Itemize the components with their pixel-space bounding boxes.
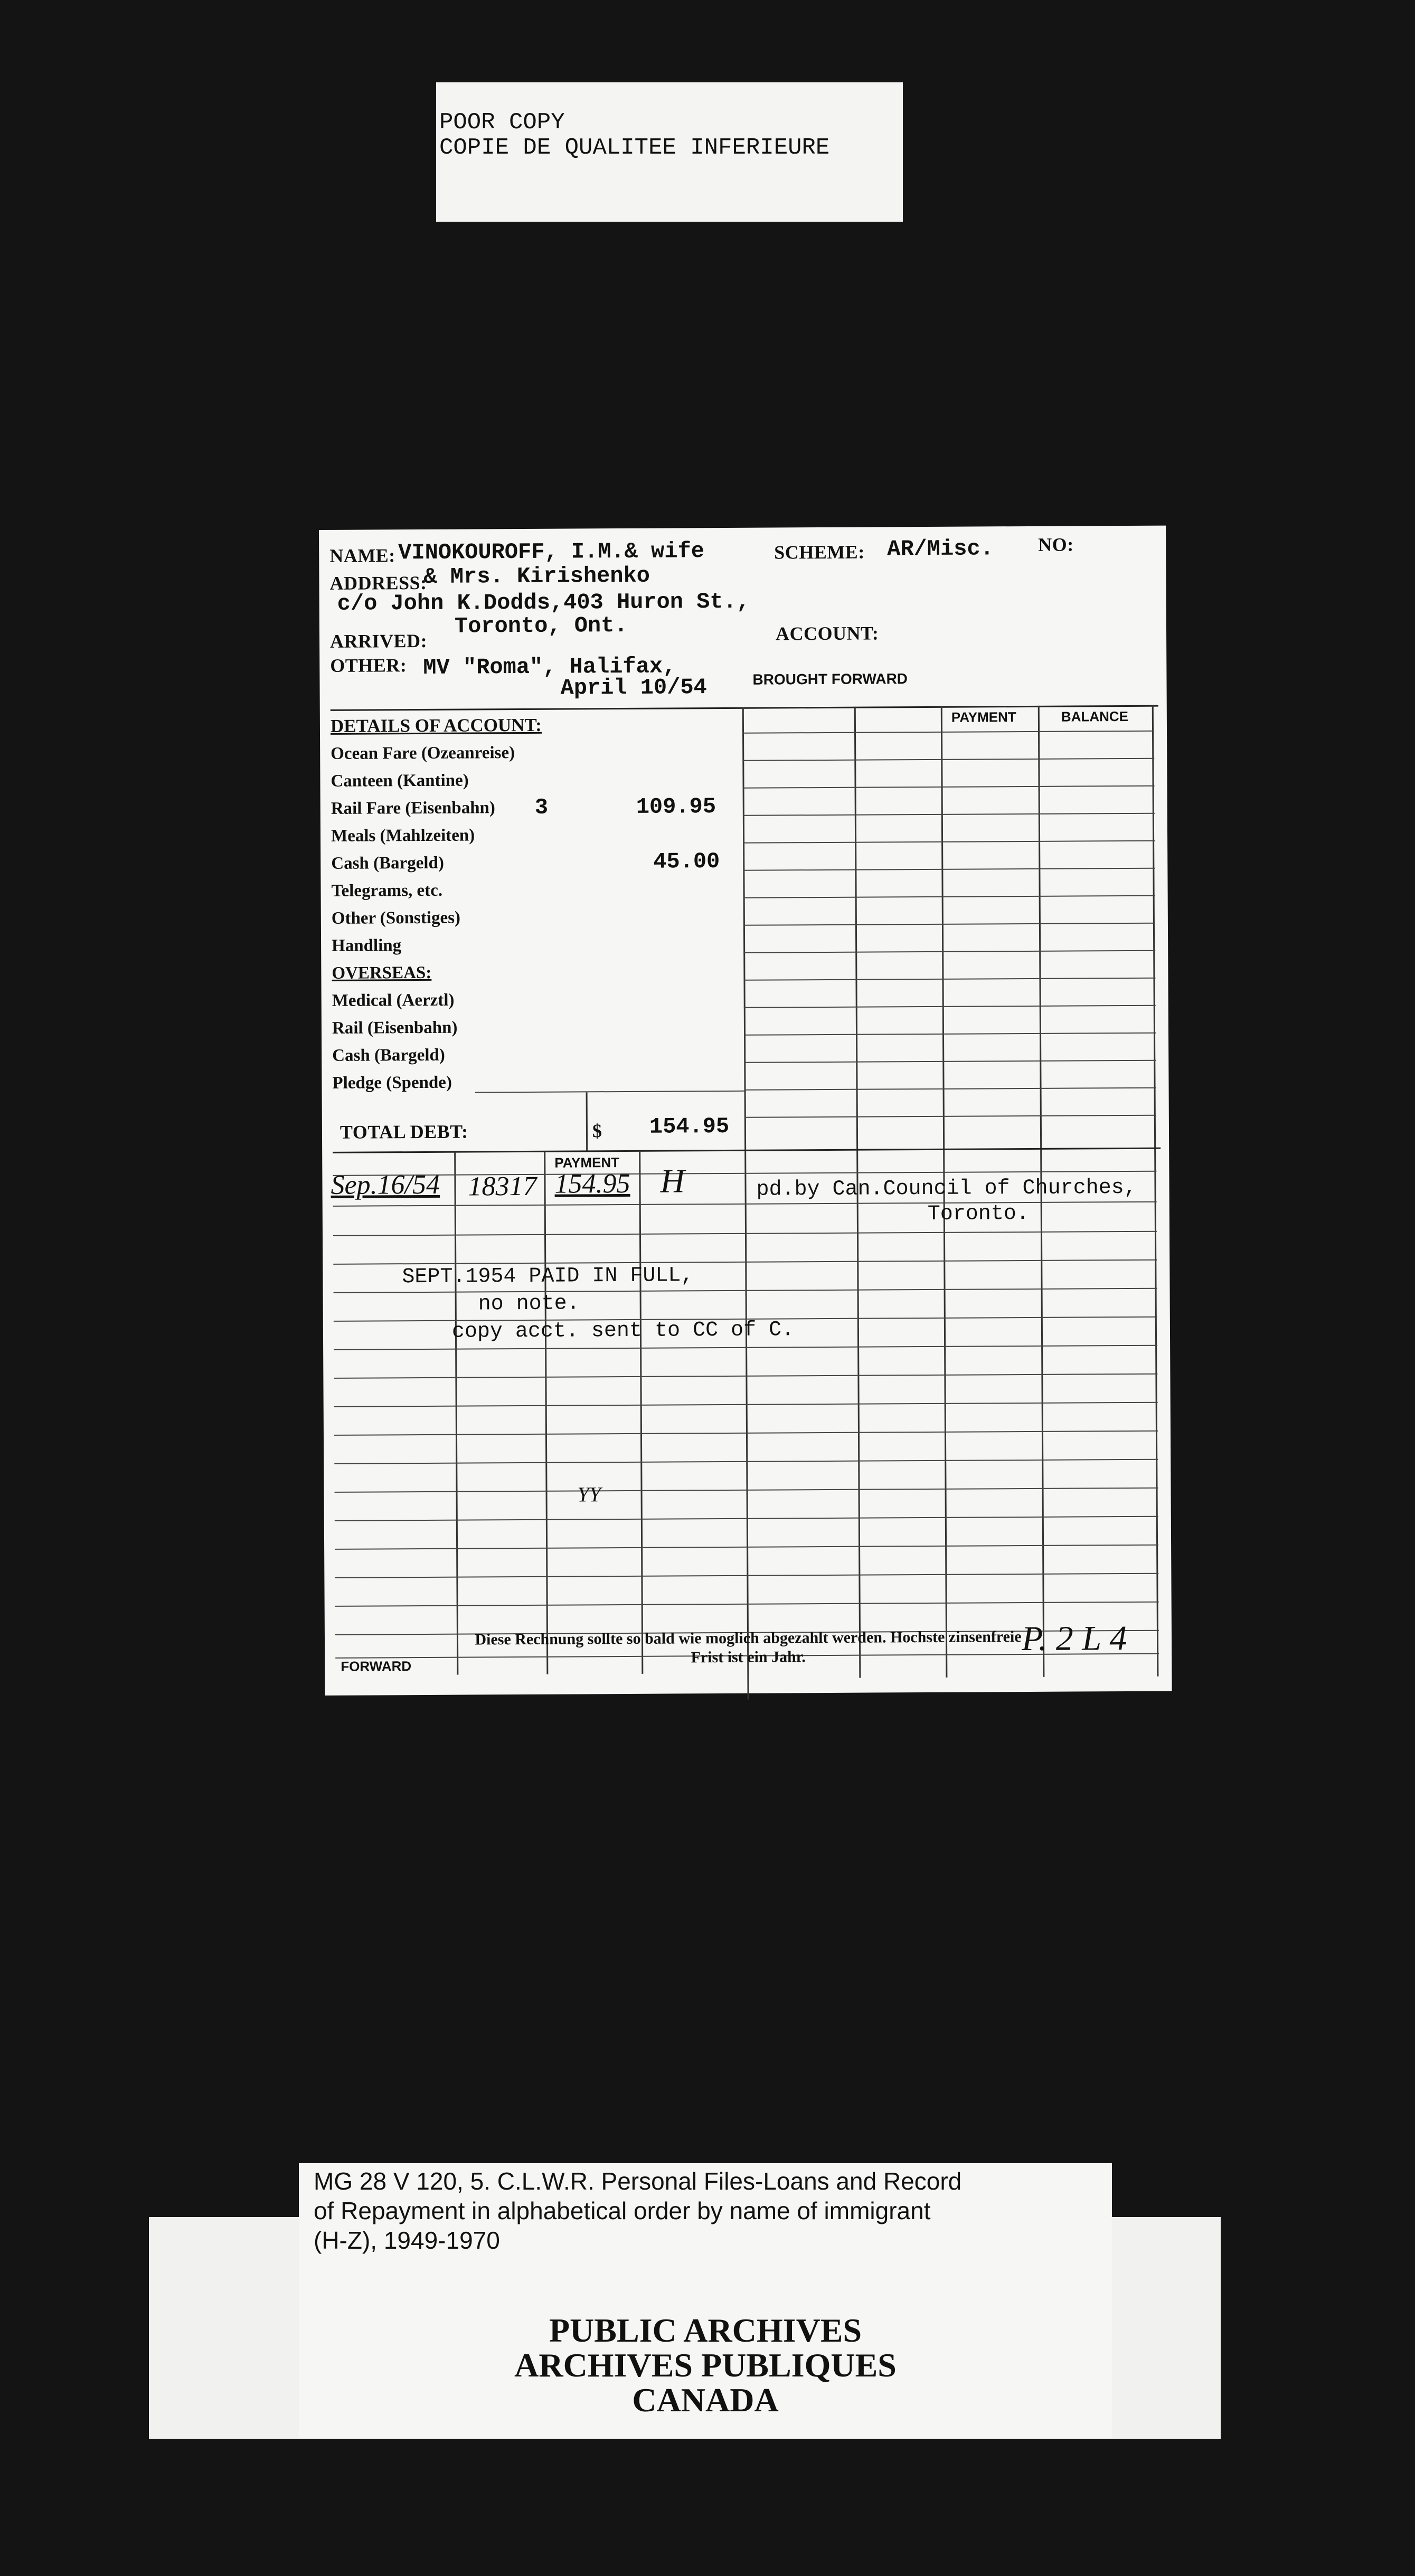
total-debt-value: 154.95	[649, 1113, 730, 1140]
name-label: NAME:	[329, 545, 395, 566]
entry-mark: H	[660, 1162, 685, 1200]
entry-date: Sep.16/54	[331, 1169, 440, 1200]
details-header: DETAILS OF ACCOUNT:	[330, 714, 542, 736]
archive-org-line-3: CANADA	[632, 2381, 779, 2419]
account-label: ACCOUNT:	[775, 622, 879, 645]
caption-line-3: (H-Z), 1949-1970	[314, 2227, 500, 2254]
entry-amount: 154.95	[554, 1168, 630, 1199]
overseas-pledge: Pledge (Spende)	[332, 1073, 452, 1093]
item-cash: Cash (Bargeld)	[331, 853, 444, 873]
forward-label: FORWARD	[341, 1658, 412, 1674]
right-grid-rows	[319, 526, 1166, 530]
other-label: OTHER:	[330, 655, 407, 676]
total-debt-label: TOTAL DEBT:	[339, 1121, 468, 1143]
item-ocean-fare: Ocean Fare (Ozeanreise)	[331, 743, 515, 763]
address-line-2: c/o John K.Dodds,403 Huron St.,	[337, 589, 750, 617]
balance-column-header: BALANCE	[1061, 708, 1129, 725]
scribble-mark: YY	[577, 1482, 601, 1507]
scheme-value: AR/Misc.	[887, 536, 994, 562]
overseas-header: OVERSEAS:	[332, 963, 432, 983]
remark-line-2: no note.	[478, 1292, 580, 1317]
remark-line-1: SEPT.1954 PAID IN FULL,	[402, 1264, 694, 1290]
scheme-label: SCHEME:	[774, 541, 865, 563]
entry-ref: 18317	[468, 1171, 537, 1202]
lower-grid-rows	[319, 526, 1166, 530]
item-rail-fare-amount: 109.95	[636, 794, 716, 820]
footer-line-2: Frist ist ein Jahr.	[691, 1648, 806, 1666]
name-value: VINOKOUROFF, I.M.& wife	[398, 538, 705, 566]
item-other: Other (Sonstiges)	[331, 908, 461, 928]
item-rail-fare: Rail Fare (Eisenbahn)	[331, 798, 495, 818]
arrived-label: ARRIVED:	[329, 630, 428, 652]
address-line-3: Toronto, Ont.	[454, 612, 628, 639]
overseas-medical: Medical (Aerztl)	[332, 990, 455, 1010]
footer-note	[325, 1627, 1172, 1669]
other-line-1: MV "Roma", Halifax,	[423, 654, 676, 680]
notice-line-2: COPIE DE QUALITEE INFERIEURE	[439, 135, 830, 161]
other-line-2: April 10/54	[560, 675, 707, 701]
address-label: ADDRESS:	[329, 572, 427, 594]
item-rail-fare-qty: 3	[534, 794, 549, 820]
payment-subheader: PAYMENT	[554, 1154, 620, 1171]
brought-forward-label: BROUGHT FORWARD	[752, 670, 908, 688]
caption-line-1: MG 28 V 120, 5. C.L.W.R. Personal Files-Loans and Record	[314, 2167, 962, 2195]
payment-column-header: PAYMENT	[951, 709, 1016, 725]
entry-note-line-1: pd.by Can.Council of Churches,	[756, 1176, 1137, 1202]
address-line-1: & Mrs. Kirishenko	[423, 563, 650, 590]
item-meals: Meals (Mahlzeiten)	[331, 826, 475, 846]
total-currency: $	[592, 1120, 602, 1142]
item-telegrams: Telegrams, etc.	[331, 880, 443, 901]
overseas-rail: Rail (Eisenbahn)	[332, 1018, 458, 1038]
ledger-card	[319, 526, 1172, 1696]
archive-org-line-1: PUBLIC ARCHIVES	[549, 2312, 862, 2349]
remark-line-3: copy acct. sent to CC of C.	[451, 1318, 795, 1344]
item-canteen: Canteen (Kantine)	[331, 771, 469, 791]
no-label: NO:	[1038, 534, 1074, 555]
item-cash-amount: 45.00	[653, 849, 720, 875]
item-handling: Handling	[332, 936, 402, 955]
footer-line-1: Diese Rechnung sollte so bald wie moglich abgezahlt werden. Hochste zinsenfreie	[475, 1628, 1022, 1649]
poor-copy-notice	[436, 82, 903, 222]
caption-line-2: of Repayment in alphabetical order by name of immigrant	[314, 2197, 931, 2224]
notice-line-1: POOR COPY	[439, 109, 565, 136]
entry-note-line-2: Toronto.	[927, 1201, 1029, 1226]
overseas-cash: Cash (Bargeld)	[332, 1045, 445, 1065]
corner-note: P. 2 L 4	[1021, 1619, 1127, 1659]
archive-org-line-2: ARCHIVES PUBLIQUES	[514, 2346, 897, 2384]
